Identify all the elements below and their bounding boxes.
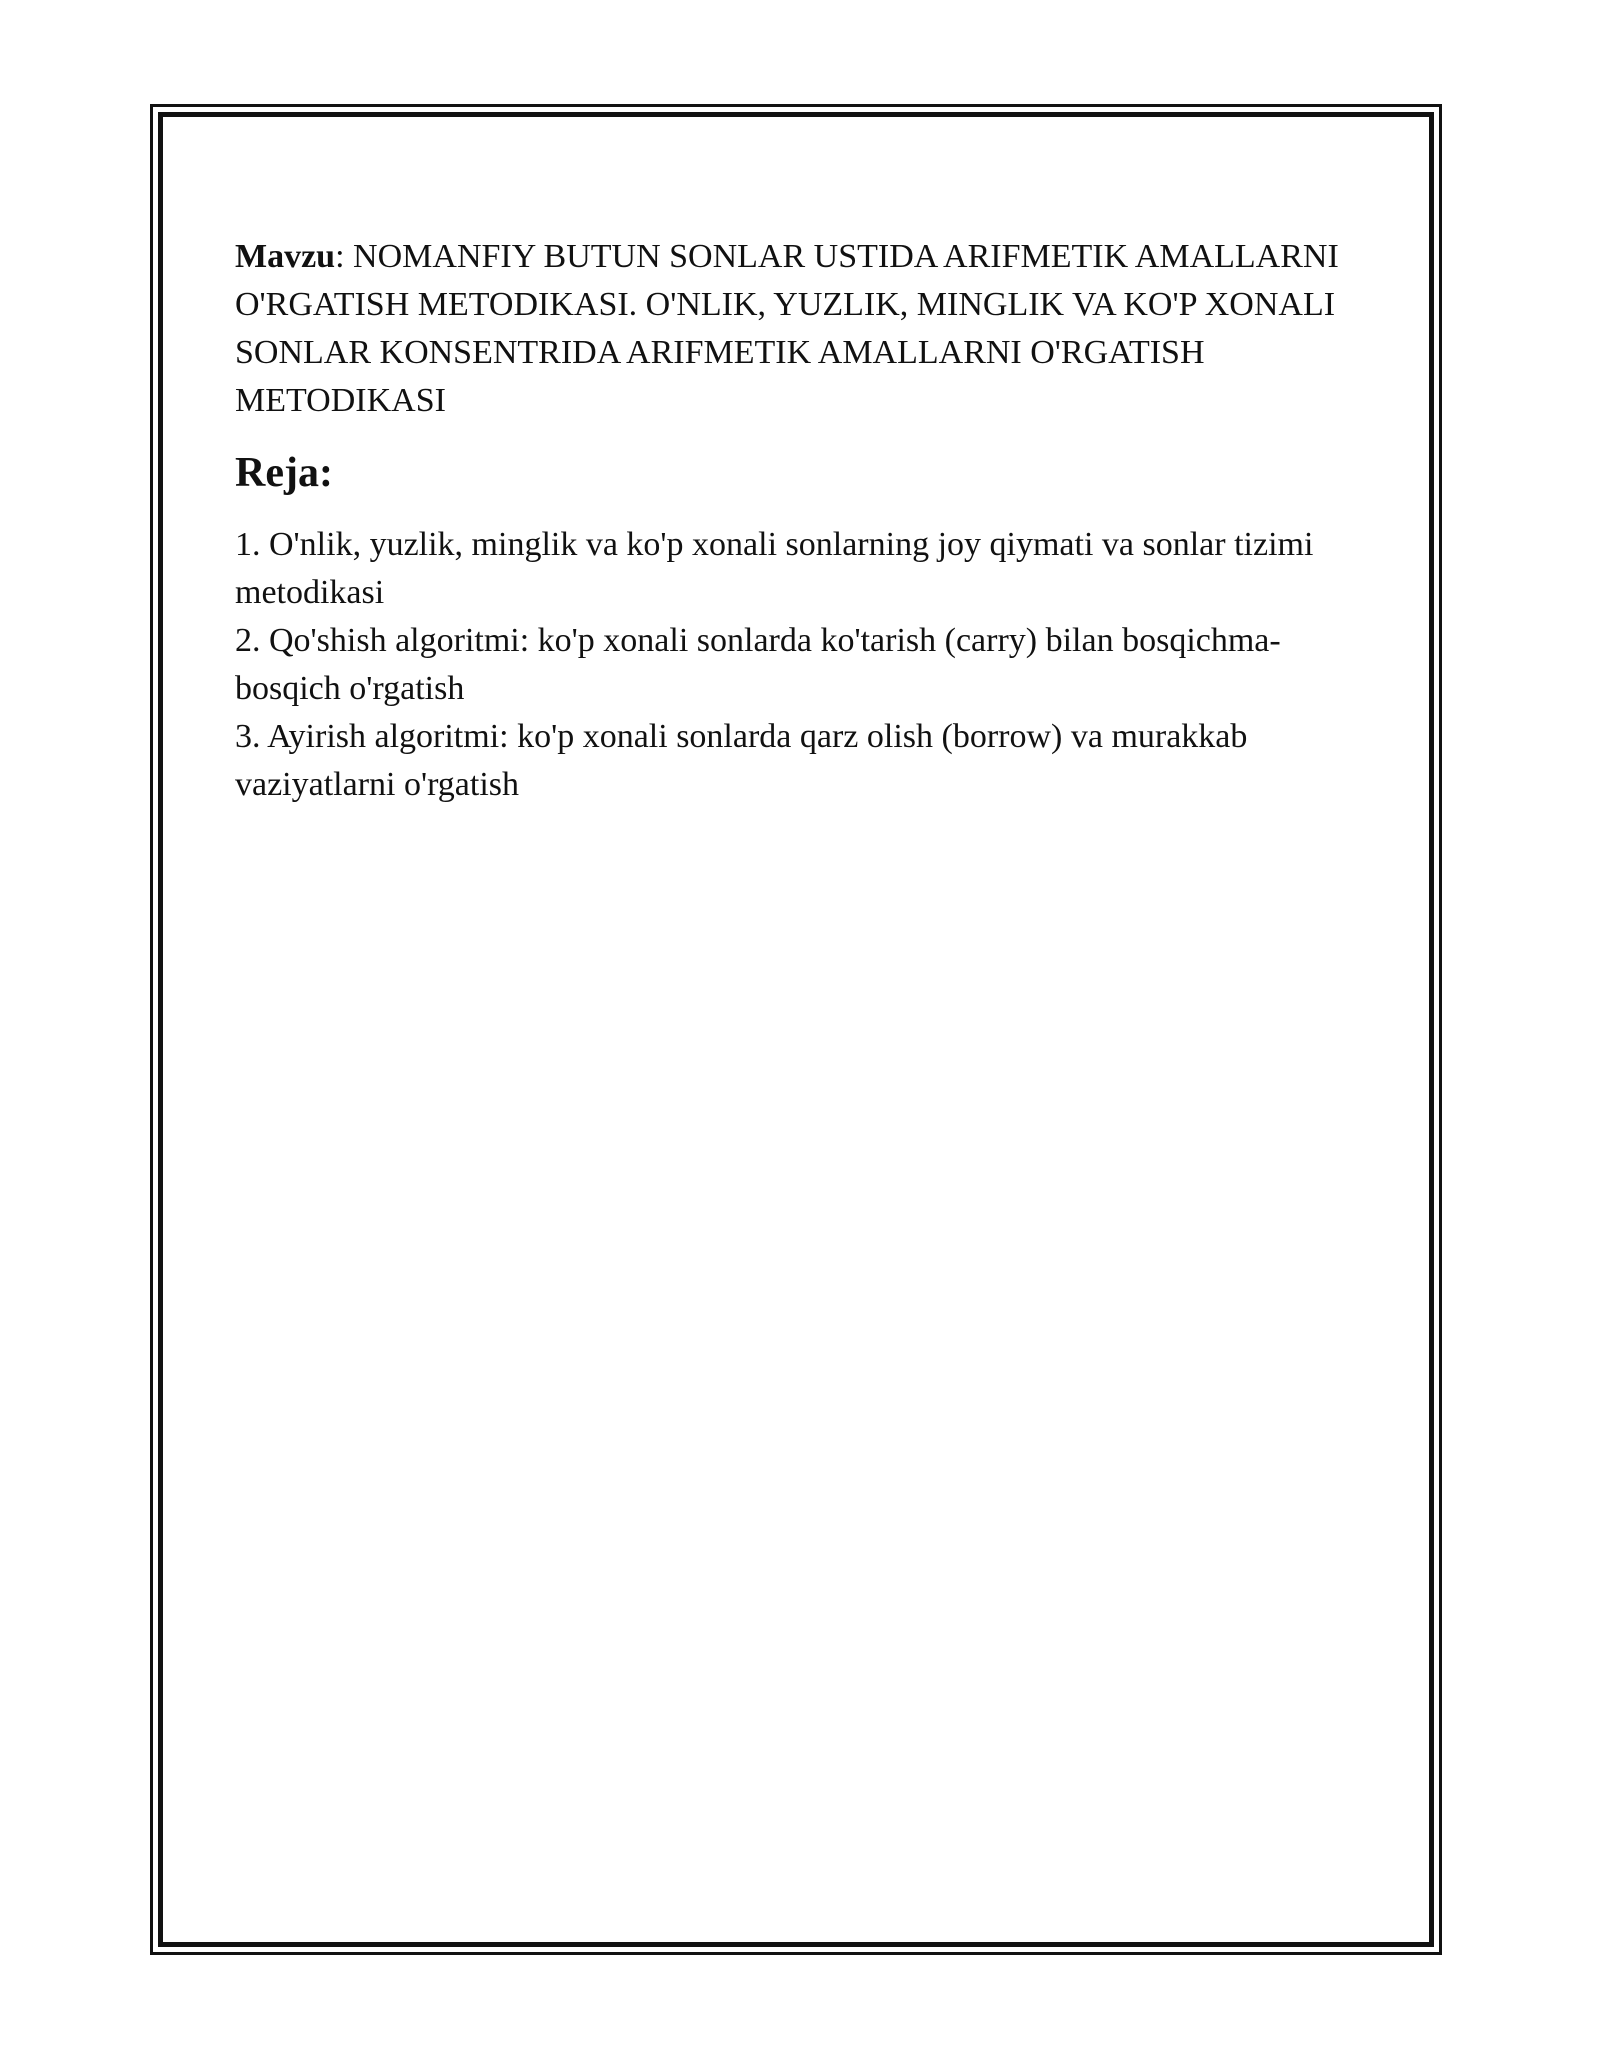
document-content [235,233,1375,809]
topic-text: NOMANFIY BUTUN SONLAR USTIDA ARIFMETIK AMALLARNI O'RGATISH METODIKASI. O'NLIK, YUZLIK, MINGLIK VA KO'P XONALI SONLAR KONSENTRIDA ARIFMETIK AMALLARNI O'RGATISH METODIKASI [235,238,1339,419]
plan-heading: Reja: [235,450,333,496]
topic-separator: : [335,238,345,275]
plan-item-3: 3. Ayirish algoritmi: ko'p xonali sonlarda qarz olish (borrow) va murakkab vaziyatlarni o'rgatish [235,718,1248,803]
plan-list [235,521,1375,809]
plan-item-2: 2. Qo'shish algoritmi: ko'p xonali sonlarda ko'tarish (carry) bilan bosqichma-bosqich o'rgatish [235,622,1281,707]
plan-item-1: 1. O'nlik, yuzlik, minglik va ko'p xonali sonlarning joy qiymati va sonlar tizimi metodikasi [235,526,1314,611]
topic-label: Mavzu [235,238,336,275]
topic-paragraph [235,233,1375,425]
